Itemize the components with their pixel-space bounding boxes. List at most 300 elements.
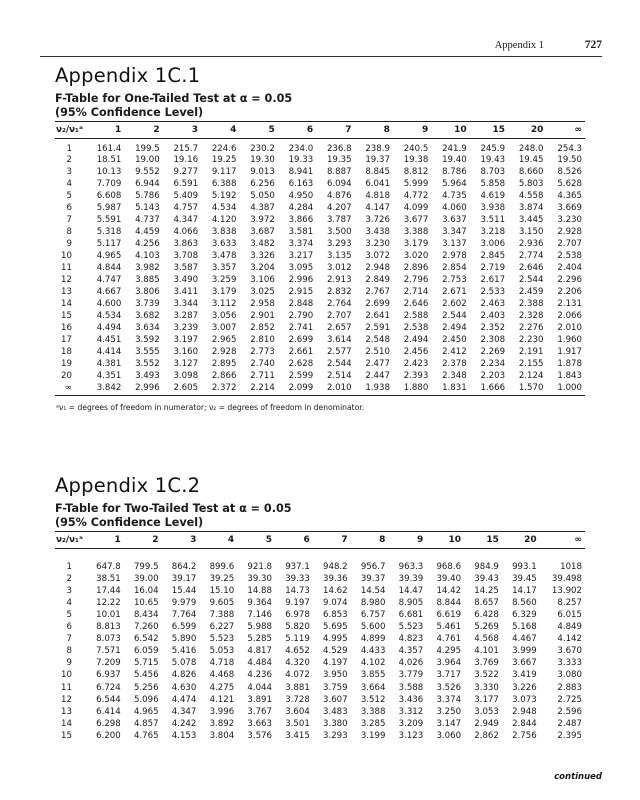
table-cell: 2.514 (326, 370, 352, 381)
table-cell: 3.677 (403, 215, 429, 226)
table-cell: 4.320 (285, 658, 310, 669)
table-cell: 3.436 (398, 694, 424, 705)
table-cell: 3.592 (135, 334, 160, 345)
table-cell: 2.099 (278, 383, 316, 395)
table-cell: 4.459 (135, 227, 160, 238)
table-cell: 4.857 (133, 718, 159, 729)
table-cell: 3.891 (247, 694, 272, 705)
table-cell: 5.591 (96, 215, 122, 226)
table-cell: 4.121 (209, 694, 235, 705)
section-appendix-1c1 (55, 62, 585, 412)
table-row (55, 585, 585, 597)
table-cell: 19.35 (326, 155, 352, 166)
table-cell: 39.37 (360, 573, 386, 584)
table-cell: 3.179 (211, 286, 237, 297)
table-row (55, 706, 585, 718)
table-cell: 4.747 (96, 274, 122, 285)
table-cell: 7.146 (247, 609, 272, 620)
table-cell: 2.671 (442, 286, 467, 297)
table-cell: 993.1 (512, 561, 537, 572)
table-cell: 4.153 (171, 730, 197, 741)
table-cell: 4.242 (171, 718, 197, 729)
table-cell: 3.374 (288, 239, 314, 250)
table-cell: 799.5 (133, 561, 159, 572)
column-header: 8 (379, 535, 386, 545)
table-cell: 4.568 (474, 634, 499, 645)
table-cell: 2.544 (518, 274, 544, 285)
table-cell: 3.588 (398, 682, 424, 693)
row-label: 15 (61, 310, 72, 321)
row-label: 9 (66, 658, 72, 669)
table-cell: 19.50 (557, 155, 582, 166)
table-cell: 19.40 (442, 155, 467, 166)
column-header: 7 (345, 125, 352, 135)
table-row (55, 621, 585, 633)
row-label: 8 (66, 227, 72, 238)
table-cell: 39.33 (285, 573, 310, 584)
table-cell: 6.428 (474, 609, 499, 620)
table-row (55, 347, 585, 359)
table-body (55, 139, 585, 396)
row-label: 18 (61, 346, 72, 357)
table-row (55, 179, 585, 191)
table-cell: 1.960 (557, 334, 582, 345)
table-cell: 4.101 (474, 646, 499, 657)
table-cell: 3.007 (211, 322, 237, 333)
table-cell: 3.726 (365, 215, 390, 226)
table-cell: 2.661 (288, 346, 314, 357)
table-row (55, 657, 585, 669)
table-cell: 3.230 (557, 215, 582, 226)
table-cell: 3.493 (135, 370, 160, 381)
column-header: 6 (303, 535, 310, 545)
column-header: 9 (416, 535, 424, 545)
table-cell: 3.874 (518, 203, 544, 214)
table-cell: 4.630 (171, 682, 197, 693)
table-subtitle (55, 92, 585, 119)
table-cell: 3.123 (398, 730, 424, 741)
table-cell: 8.812 (403, 167, 429, 178)
table-cell: 3.669 (557, 203, 582, 214)
table-cell: 7.709 (96, 179, 122, 190)
table-cell: 245.9 (480, 143, 506, 154)
table-cell: 4.529 (323, 646, 348, 657)
table-cell: 4.103 (135, 251, 160, 262)
table-cell: 3.664 (360, 682, 386, 693)
table-cell: 3.312 (398, 706, 424, 717)
table-row (55, 275, 585, 287)
table-cell: 19.37 (365, 155, 390, 166)
f-table-two-tailed (55, 531, 585, 742)
table-cell: 5.964 (442, 179, 467, 190)
table-cell: 3.209 (398, 718, 424, 729)
table-row (55, 597, 585, 609)
table-cell: 236.8 (326, 143, 352, 154)
table-cell: 3.964 (436, 658, 462, 669)
row-label: 15 (61, 730, 72, 741)
table-cell: 3.885 (135, 274, 160, 285)
table-cell: 2.577 (326, 346, 352, 357)
table-cell: 4.995 (323, 634, 348, 645)
table-cell: 3.344 (173, 298, 199, 309)
table-row (55, 335, 585, 347)
column-header: 20 (524, 535, 537, 545)
table-row (55, 682, 585, 694)
table-cell: 19.30 (250, 155, 275, 166)
row-label: 13 (61, 286, 72, 297)
table-cell: 2.352 (480, 322, 506, 333)
table-cell: 2.456 (403, 346, 429, 357)
table-cell: 968.6 (436, 561, 462, 572)
table-header-row (55, 532, 585, 549)
table-cell: 5.416 (171, 646, 197, 657)
table-cell: 6.041 (365, 179, 390, 190)
table-cell: 2.849 (365, 274, 390, 285)
row-label: ∞ (55, 383, 86, 395)
table-cell: 4.772 (403, 191, 429, 202)
table-cell: 8.845 (365, 167, 390, 178)
table-cell: 864.2 (171, 561, 197, 572)
table-cell: 2.707 (557, 239, 582, 250)
table-cell: 4.718 (209, 658, 235, 669)
table-cell: 2.928 (557, 227, 582, 238)
table-cell: 4.737 (135, 215, 160, 226)
table-cell: 3.020 (403, 251, 429, 262)
running-head (40, 40, 602, 54)
table-cell: 4.236 (247, 670, 272, 681)
row-label: 10 (61, 251, 72, 262)
table-cell: 3.259 (211, 274, 237, 285)
table-cell: 3.179 (403, 239, 429, 250)
table-cell: 5.999 (403, 179, 429, 190)
table-cell: 3.511 (480, 215, 506, 226)
table-cell: 4.099 (403, 203, 429, 214)
table-cell: 2.707 (326, 310, 352, 321)
table-cell: 4.484 (247, 658, 272, 669)
table-cell: 4.652 (285, 646, 310, 657)
table-cell: 8.813 (96, 622, 121, 633)
table-cell: 2.725 (557, 694, 582, 705)
table-cell: 2.599 (288, 370, 314, 381)
table-cell: 5.285 (247, 634, 272, 645)
table-cell: 4.351 (96, 370, 122, 381)
table-cell: 4.558 (518, 191, 544, 202)
table-cell: 3.419 (512, 670, 537, 681)
table-cell: 4.965 (133, 706, 159, 717)
table-cell: 4.818 (365, 191, 390, 202)
row-label: 5 (66, 191, 72, 202)
table-cell: 1.666 (470, 383, 508, 395)
row-label: 8 (66, 646, 72, 657)
column-header: 3 (191, 125, 199, 135)
subtitle-line-1: F-Table for Two-Tailed Test at α = 0.05 (55, 502, 292, 515)
header-corner-cell: ν₂/ν₁ᵃ (56, 125, 83, 135)
table-cell: 2.641 (365, 310, 390, 321)
column-header: 5 (268, 125, 275, 135)
table-cell: 6.059 (133, 646, 159, 657)
table-cell: 7.388 (209, 609, 235, 620)
table-cell: 2.378 (442, 358, 467, 369)
table-cell: 5.269 (474, 622, 499, 633)
table-cell: 4.494 (96, 322, 122, 333)
table-cell: 39.39 (398, 573, 424, 584)
table-cell: 10.01 (96, 609, 121, 620)
table-cell: 2.494 (442, 322, 467, 333)
table-cell: 5.318 (96, 227, 122, 238)
table-cell: 4.735 (442, 191, 467, 202)
table-cell: 948.2 (323, 561, 348, 572)
table-cell: 2.206 (557, 286, 582, 297)
row-label: 13 (61, 706, 72, 717)
table-cell: 2.538 (557, 251, 582, 262)
table-cell: 647.8 (96, 561, 121, 572)
table-cell: 3.604 (285, 706, 310, 717)
table-cell: 3.996 (209, 706, 235, 717)
column-header: 15 (486, 535, 499, 545)
table-cell: 4.256 (135, 239, 160, 250)
table-cell: 2.936 (518, 239, 544, 250)
table-cell: 3.682 (135, 310, 160, 321)
table-cell: 3.667 (512, 658, 537, 669)
table-cell: 7.260 (133, 622, 159, 633)
table-row (55, 215, 585, 227)
table-cell: 899.6 (209, 561, 235, 572)
table-cell: 2.348 (442, 370, 467, 381)
table-cell: 2.155 (518, 358, 544, 369)
table-cell: 8.560 (512, 597, 537, 608)
table-cell: 2.328 (518, 310, 544, 321)
table-cell: 2.459 (518, 286, 544, 297)
table-cell: 230.2 (250, 143, 275, 154)
table-cell: 937.1 (285, 561, 310, 572)
table-cell: 3.112 (211, 298, 237, 309)
row-label: 6 (66, 622, 72, 633)
table-cell: 3.388 (403, 227, 429, 238)
column-header: 10 (448, 535, 462, 545)
header-rule (40, 56, 602, 57)
header-corner-cell: ν₂/ν₁ᵃ (56, 535, 83, 545)
table-cell: 2.901 (250, 310, 275, 321)
table-cell: 2.790 (288, 310, 314, 321)
table-cell: 3.230 (365, 239, 390, 250)
table-cell: 3.012 (326, 263, 352, 274)
table-cell: 3.285 (360, 718, 386, 729)
table-cell: 2.756 (512, 730, 537, 741)
table-cell: 1.917 (557, 346, 582, 357)
table-cell: 14.54 (360, 585, 386, 596)
table-cell: 2.913 (326, 274, 352, 285)
table-cell: 4.849 (557, 622, 582, 633)
table-cell: 5.523 (209, 634, 235, 645)
table-row (55, 323, 585, 335)
table-cell: 14.88 (247, 585, 272, 596)
table-cell: 3.555 (135, 346, 160, 357)
table-row (55, 144, 585, 156)
row-label: 1 (66, 143, 72, 154)
table-cell: 4.826 (171, 670, 197, 681)
table-cell: 241.9 (442, 143, 467, 154)
table-cell: 2.852 (250, 322, 275, 333)
table-cell: 3.006 (480, 239, 506, 250)
table-cell: 4.284 (288, 203, 314, 214)
table-cell: 3.072 (365, 251, 390, 262)
table-cell: 3.380 (323, 718, 348, 729)
table-cell: 2.646 (403, 298, 429, 309)
column-header: 4 (230, 125, 237, 135)
table-row (55, 359, 585, 371)
table-cell: 4.060 (442, 203, 467, 214)
table-cell: 8.657 (474, 597, 499, 608)
table-cell: 4.761 (436, 634, 462, 645)
table-cell: 3.438 (365, 227, 390, 238)
table-cell: 3.482 (250, 239, 275, 250)
row-label: 20 (61, 370, 72, 381)
table-cell: 39.498 (551, 573, 582, 584)
table-cell: 3.060 (436, 730, 462, 741)
table-cell: 9.013 (250, 167, 275, 178)
table-cell: 3.250 (436, 706, 462, 717)
table-cell: 9.552 (135, 167, 160, 178)
table-cell: 4.381 (96, 358, 122, 369)
table-cell: 18.51 (96, 155, 122, 166)
table-cell: 3.806 (135, 286, 160, 297)
table-cell: 3.025 (250, 286, 275, 297)
table-row (55, 718, 585, 730)
table-cell: 2.450 (442, 334, 467, 345)
running-head-label: Appendix 1 (494, 40, 544, 51)
table-cell: 3.415 (285, 730, 310, 741)
table-cell: 8.526 (557, 167, 582, 178)
table-cell: 4.844 (96, 263, 122, 274)
table-cell: 2.796 (403, 274, 429, 285)
table-cell: 2.699 (365, 298, 390, 309)
table-cell: 6.608 (96, 191, 122, 202)
row-label: 4 (66, 179, 72, 190)
table-row (55, 155, 585, 167)
table-cell: 8.786 (442, 167, 467, 178)
table-cell: 963.3 (398, 561, 424, 572)
table-cell: 2.403 (480, 310, 506, 321)
row-label: 10 (61, 670, 72, 681)
table-cell: 3.293 (323, 730, 348, 741)
row-label: 2 (66, 573, 72, 584)
table-cell: 16.04 (133, 585, 159, 596)
table-subtitle (55, 502, 585, 529)
table-cell: 2.617 (480, 274, 506, 285)
table-cell: 3.106 (250, 274, 275, 285)
table-cell: 3.500 (326, 227, 352, 238)
table-cell: 3.330 (474, 682, 499, 693)
table-cell: 2.848 (288, 298, 314, 309)
table-header-row (55, 122, 585, 139)
table-row (55, 573, 585, 585)
table-cell: 5.256 (133, 682, 159, 693)
table-cell: 3.177 (474, 694, 499, 705)
table-cell: 2.845 (480, 251, 506, 262)
table-cell: 5.119 (285, 634, 310, 645)
table-cell: 19.33 (288, 155, 314, 166)
table-cell: 8.257 (557, 597, 582, 608)
table-cell: 3.855 (360, 670, 386, 681)
table-cell: 39.43 (474, 573, 499, 584)
table-cell: 3.607 (323, 694, 348, 705)
table-cell: 3.411 (173, 286, 199, 297)
table-cell: 2.753 (442, 274, 467, 285)
table-cell: 3.445 (518, 215, 544, 226)
table-cell: 5.409 (173, 191, 199, 202)
table-row (55, 263, 585, 275)
table-cell: 6.978 (285, 609, 310, 620)
table-cell: 2.538 (403, 322, 429, 333)
table-cell: 2.719 (480, 263, 506, 274)
table-cell: 3.687 (250, 227, 275, 238)
row-label: 5 (66, 609, 72, 620)
table-cell: 3.779 (398, 670, 424, 681)
table-cell: 2.854 (442, 263, 467, 274)
table-cell: 3.095 (288, 263, 314, 274)
table-cell: 3.150 (518, 227, 544, 238)
table-cell: 4.534 (96, 310, 122, 321)
table-cell: 38.51 (96, 573, 121, 584)
table-cell: 6.944 (135, 179, 160, 190)
column-header: 7 (341, 535, 348, 545)
table-cell: 3.357 (211, 263, 237, 274)
table-cell: 2.596 (557, 706, 582, 717)
table-cell: 6.937 (96, 670, 121, 681)
table-cell: 8.660 (518, 167, 544, 178)
table-body (55, 549, 585, 743)
table-cell: 3.728 (285, 694, 310, 705)
table-cell: 14.73 (285, 585, 310, 596)
table-cell: 2.699 (288, 334, 314, 345)
table-cell: 5.117 (96, 239, 122, 250)
column-header: 8 (383, 125, 390, 135)
table-cell: 5.053 (209, 646, 235, 657)
column-header: 2 (152, 535, 159, 545)
table-cell: 2.544 (442, 310, 467, 321)
table-cell: 4.066 (173, 227, 199, 238)
table-cell: 2.958 (250, 298, 275, 309)
row-label: 1 (66, 561, 72, 572)
row-label: 12 (61, 274, 72, 285)
table-cell: 19.16 (173, 155, 199, 166)
table-cell: 3.842 (86, 383, 124, 395)
table-cell: 9.277 (173, 167, 199, 178)
table-cell: 6.619 (436, 609, 462, 620)
table-row (55, 299, 585, 311)
table-cell: 3.739 (135, 298, 160, 309)
table-cell: 2.711 (250, 370, 275, 381)
table-cell: 3.581 (288, 227, 314, 238)
table-cell: 3.127 (173, 358, 199, 369)
table-cell: 2.494 (403, 334, 429, 345)
table-cell: 2.533 (480, 286, 506, 297)
table-cell: 2.646 (518, 263, 544, 274)
table-cell: 3.670 (557, 646, 582, 657)
table-cell: 39.36 (323, 573, 348, 584)
table-cell: 3.478 (211, 251, 237, 262)
table-cell: 9.605 (209, 597, 235, 608)
row-label: 9 (66, 239, 72, 250)
table-cell: 2.066 (557, 310, 582, 321)
table-cell: 6.094 (326, 179, 352, 190)
table-cell: 6.542 (133, 634, 159, 645)
table-cell: 3.204 (250, 263, 275, 274)
table-cell: 3.347 (442, 227, 467, 238)
row-label: 12 (61, 694, 72, 705)
table-cell: 4.295 (436, 646, 462, 657)
table-cell: 3.197 (173, 334, 199, 345)
